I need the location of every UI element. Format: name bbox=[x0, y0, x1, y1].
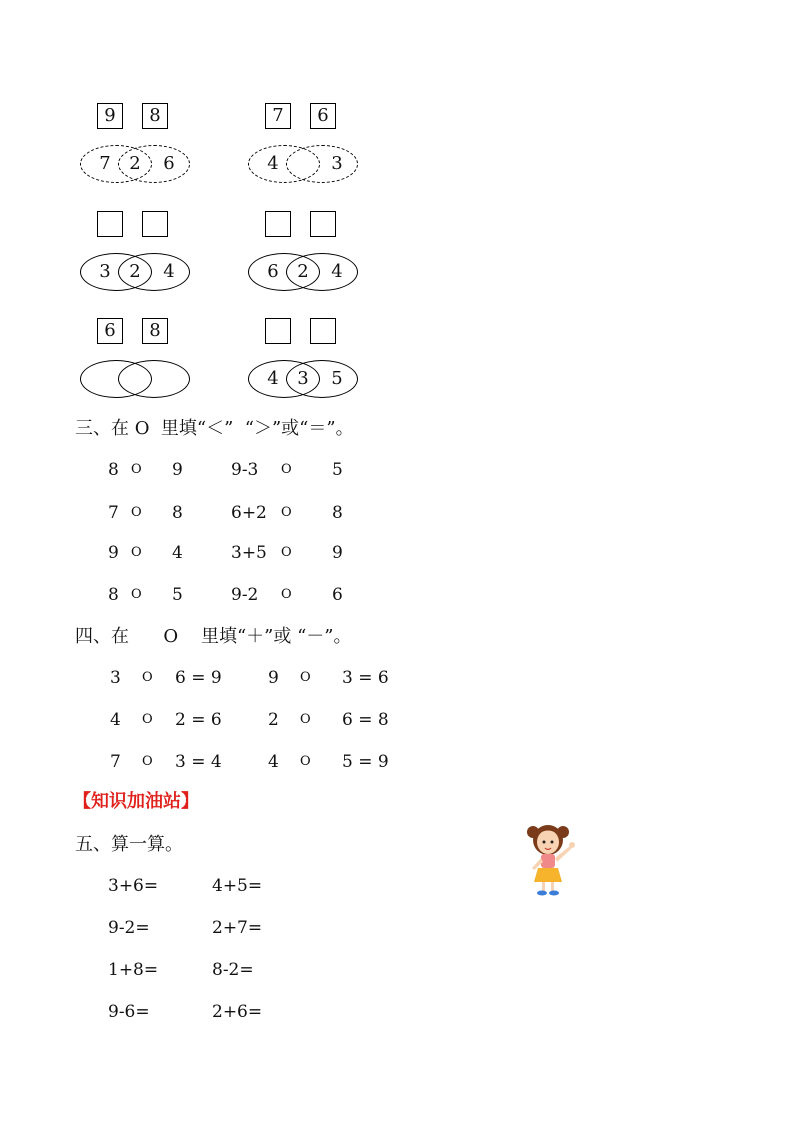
number-box bbox=[310, 211, 336, 237]
calc-problem: 9-2= bbox=[108, 918, 150, 938]
middle-number: 3 bbox=[297, 368, 309, 389]
left-operand: 9 bbox=[268, 668, 279, 688]
left-number: 3 bbox=[99, 261, 111, 282]
right-equation: 6 = 8 bbox=[342, 710, 389, 730]
number-box bbox=[310, 318, 336, 344]
left-value: 8 bbox=[108, 460, 119, 480]
operator-circle: O bbox=[142, 670, 153, 685]
compare-circle: O bbox=[131, 545, 142, 560]
number-box: 7 bbox=[265, 103, 291, 129]
number-box bbox=[265, 318, 291, 344]
number-box: 8 bbox=[142, 318, 168, 344]
right-value: 6 bbox=[332, 585, 343, 605]
section-4-heading: 四、在 O 里填“＋”或 “－”。 bbox=[75, 626, 352, 647]
right-ellipse bbox=[118, 360, 190, 398]
operator-circle: O bbox=[300, 754, 311, 769]
left-number: 7 bbox=[99, 153, 111, 174]
knowledge-station-title: 【知识加油站】 bbox=[73, 791, 199, 812]
calc-problem: 3+6= bbox=[108, 876, 159, 896]
number-box: 6 bbox=[310, 103, 336, 129]
calc-problem: 1+8= bbox=[108, 960, 159, 980]
calc-problem: 4+5= bbox=[212, 876, 263, 896]
left-operand: 4 bbox=[110, 710, 121, 730]
right-number: 4 bbox=[163, 261, 175, 282]
calc-problem: 2+7= bbox=[212, 918, 263, 938]
number-box: 6 bbox=[97, 318, 123, 344]
left-expression: 6+2 bbox=[231, 503, 267, 523]
section-5-heading: 五、算一算。 bbox=[75, 834, 183, 855]
calc-problem: 2+6= bbox=[212, 1002, 263, 1022]
girl-illustration bbox=[520, 818, 590, 898]
left-value: 9 bbox=[108, 543, 119, 563]
left-operand: 2 bbox=[268, 710, 279, 730]
right-equation: 3 = 6 bbox=[342, 668, 389, 688]
right-number: 3 bbox=[331, 153, 343, 174]
left-expression: 3+5 bbox=[231, 543, 267, 563]
operator-circle: O bbox=[142, 712, 153, 727]
left-number: 4 bbox=[267, 153, 279, 174]
middle-number: 2 bbox=[129, 261, 141, 282]
compare-circle: O bbox=[281, 545, 292, 560]
left-operand: 3 bbox=[110, 668, 121, 688]
left-expression: 9-2 bbox=[231, 585, 259, 605]
right-equation: 6 = 9 bbox=[175, 668, 222, 688]
left-value: 7 bbox=[108, 503, 119, 523]
compare-circle: O bbox=[131, 462, 142, 477]
number-box bbox=[97, 211, 123, 237]
compare-circle: O bbox=[281, 505, 292, 520]
right-equation: 5 = 9 bbox=[342, 752, 389, 772]
operator-circle: O bbox=[300, 670, 311, 685]
right-ellipse bbox=[286, 145, 358, 183]
left-expression: 9-3 bbox=[231, 460, 259, 480]
section-3-heading: 三、在 O 里填“＜” “＞”或“＝”。 bbox=[75, 418, 354, 439]
number-box bbox=[265, 211, 291, 237]
middle-number: 2 bbox=[297, 261, 309, 282]
calc-problem: 9-6= bbox=[108, 1002, 150, 1022]
left-operand: 4 bbox=[268, 752, 279, 772]
right-equation: 3 = 4 bbox=[175, 752, 222, 772]
compare-circle: O bbox=[281, 587, 292, 602]
operator-circle: O bbox=[300, 712, 311, 727]
left-number: 4 bbox=[267, 368, 279, 389]
right-number: 6 bbox=[163, 153, 175, 174]
right-value: 5 bbox=[332, 460, 343, 480]
right-value: 8 bbox=[172, 503, 183, 523]
calc-problem: 8-2= bbox=[212, 960, 254, 980]
left-value: 8 bbox=[108, 585, 119, 605]
right-number: 5 bbox=[331, 368, 343, 389]
compare-circle: O bbox=[281, 462, 292, 477]
right-number: 4 bbox=[331, 261, 343, 282]
right-value: 4 bbox=[172, 543, 183, 563]
number-box: 9 bbox=[97, 103, 123, 129]
right-equation: 2 = 6 bbox=[175, 710, 222, 730]
right-value: 9 bbox=[332, 543, 343, 563]
number-box bbox=[142, 211, 168, 237]
right-value: 9 bbox=[172, 460, 183, 480]
operator-circle: O bbox=[142, 754, 153, 769]
middle-number: 2 bbox=[129, 153, 141, 174]
right-value: 8 bbox=[332, 503, 343, 523]
left-operand: 7 bbox=[110, 752, 121, 772]
left-number: 6 bbox=[267, 261, 279, 282]
compare-circle: O bbox=[131, 505, 142, 520]
compare-circle: O bbox=[131, 587, 142, 602]
right-value: 5 bbox=[172, 585, 183, 605]
number-box: 8 bbox=[142, 103, 168, 129]
